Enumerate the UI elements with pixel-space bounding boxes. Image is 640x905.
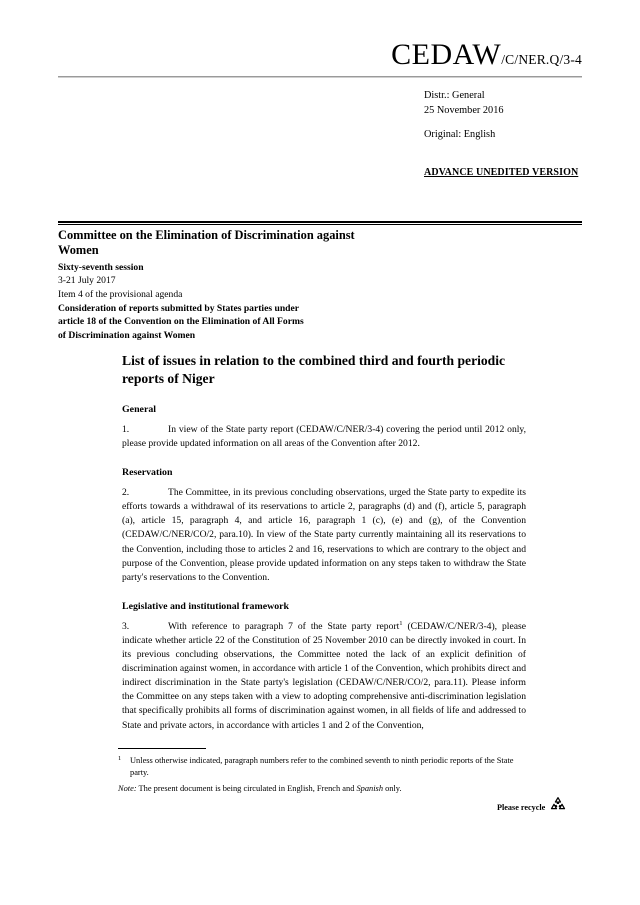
- paragraph-text-after-footnote: (CEDAW/C/NER/3-4), please indicate whether article 22 of the Constitution of 25 November 2010 can be directly invoked in court. In its previous concluding observations, the Committee noted the lack of an explicit definition of discrimination against women, in accordance with article 1 of the Convention, which prohibits direct and indirect discrimination in the State party's legislation (CEDAW/C/NER/CO/2, para.11). Please inform the Committee on any steps taken with a view to adopting comprehensive anti-discrimination legislation that specifically prohibits all forms of discrimination against women, in all fields of life and addressed to State and private actors, in accordance with articles 1 and 2 of the Convention,: [122, 620, 526, 731]
- agenda-subject-line-3: of Discrimination against Women: [58, 329, 196, 341]
- section-heading-general: General: [122, 404, 157, 415]
- paragraph-number: 2.: [122, 487, 130, 499]
- page-title: List of issues in relation to the combined third and fourth periodic reports of Niger: [122, 353, 506, 386]
- note-label: Note:: [118, 783, 137, 793]
- paragraph-text: In view of the State party report (CEDAW/C/NER/3-4) covering the period until 2012 only, please provide updated information on all areas of the Convention after 2012.: [122, 424, 526, 450]
- footnote-divider: [118, 748, 206, 749]
- circulation-note: [118, 783, 526, 795]
- agenda-subject-line-2: article 18 of the Convention on the Elimination of All Forms: [58, 316, 304, 328]
- footnote-text: Unless otherwise indicated, paragraph numbers refer to the combined seventh to ninth periodic reports of the State party.: [130, 756, 514, 778]
- section-heading-legislative-framework: Legislative and institutional framework: [122, 600, 290, 612]
- section-heading-reservation: Reservation: [122, 467, 173, 479]
- original-language: Original: English: [424, 129, 496, 140]
- footnote-1: [118, 755, 526, 780]
- footnote-reference-marker[interactable]: 1: [399, 619, 403, 627]
- paragraph-text: The Committee, in its previous concluding observations, urged the State party to expedite its efforts towards a withdrawal of its reservations to article 2, paragraphs (d) and (f), article 5, paragraph (a), article 15, paragraph 4, and article 16, paragraph 1 (c), (e) and (g), of the Convention (CEDAW/C/NER/CO/2, para.10). In view of the State party currently maintaining all its reservations to the Convention, including those to articles 2 and 16, reservations to which are contrary to the object and purpose of the Convention, please provide updated information on any steps taken to withdraw the State party's reservations to the Convention.: [122, 487, 526, 583]
- document-symbol-suffix: /C/NER.Q/3-4: [501, 52, 582, 67]
- masthead-divider: [58, 76, 582, 78]
- spacer: [424, 118, 614, 127]
- committee-session-dates: 3-21 July 2017: [58, 275, 116, 287]
- document-symbol: [58, 40, 582, 70]
- recycle-label: Please recycle: [497, 803, 546, 812]
- note-text-italic: Spanish: [356, 783, 384, 793]
- footnote-block: [118, 755, 526, 795]
- document-date: 25 November 2016: [424, 105, 504, 116]
- convention-acronym: CEDAW: [391, 38, 502, 71]
- masthead: [58, 40, 582, 78]
- paragraph-2: [122, 486, 526, 585]
- note-text-part-1: The present document is being circulated in English, French and: [136, 783, 357, 793]
- distribution-block: [424, 88, 614, 142]
- committee-name: Committee on the Elimination of Discrimination against Women: [58, 228, 355, 258]
- recycle-footer: [497, 795, 568, 820]
- recycle-symbol-icon: [548, 795, 568, 820]
- paragraph-3: [122, 620, 526, 733]
- footnote-number: 1: [118, 755, 122, 762]
- note-text-part-2: only.: [383, 783, 402, 793]
- paragraph-number: 3.: [122, 620, 130, 632]
- committee-session: Sixty-seventh session: [58, 261, 144, 273]
- advance-unedited-version-notice: ADVANCE UNEDITED VERSION: [424, 167, 579, 178]
- document-body: [122, 352, 526, 733]
- committee-divider: [58, 221, 582, 225]
- committee-block: [58, 228, 388, 342]
- distribution-label: Distr.: General: [424, 90, 485, 101]
- paragraph-1: [122, 423, 526, 451]
- agenda-subject-line-1: Consideration of reports submitted by States parties under: [58, 302, 300, 314]
- paragraph-number: 1.: [122, 424, 130, 435]
- committee-agenda-item: Item 4 of the provisional agenda: [58, 289, 183, 300]
- paragraph-text-before-footnote: With reference to paragraph 7 of the State party report: [168, 620, 400, 632]
